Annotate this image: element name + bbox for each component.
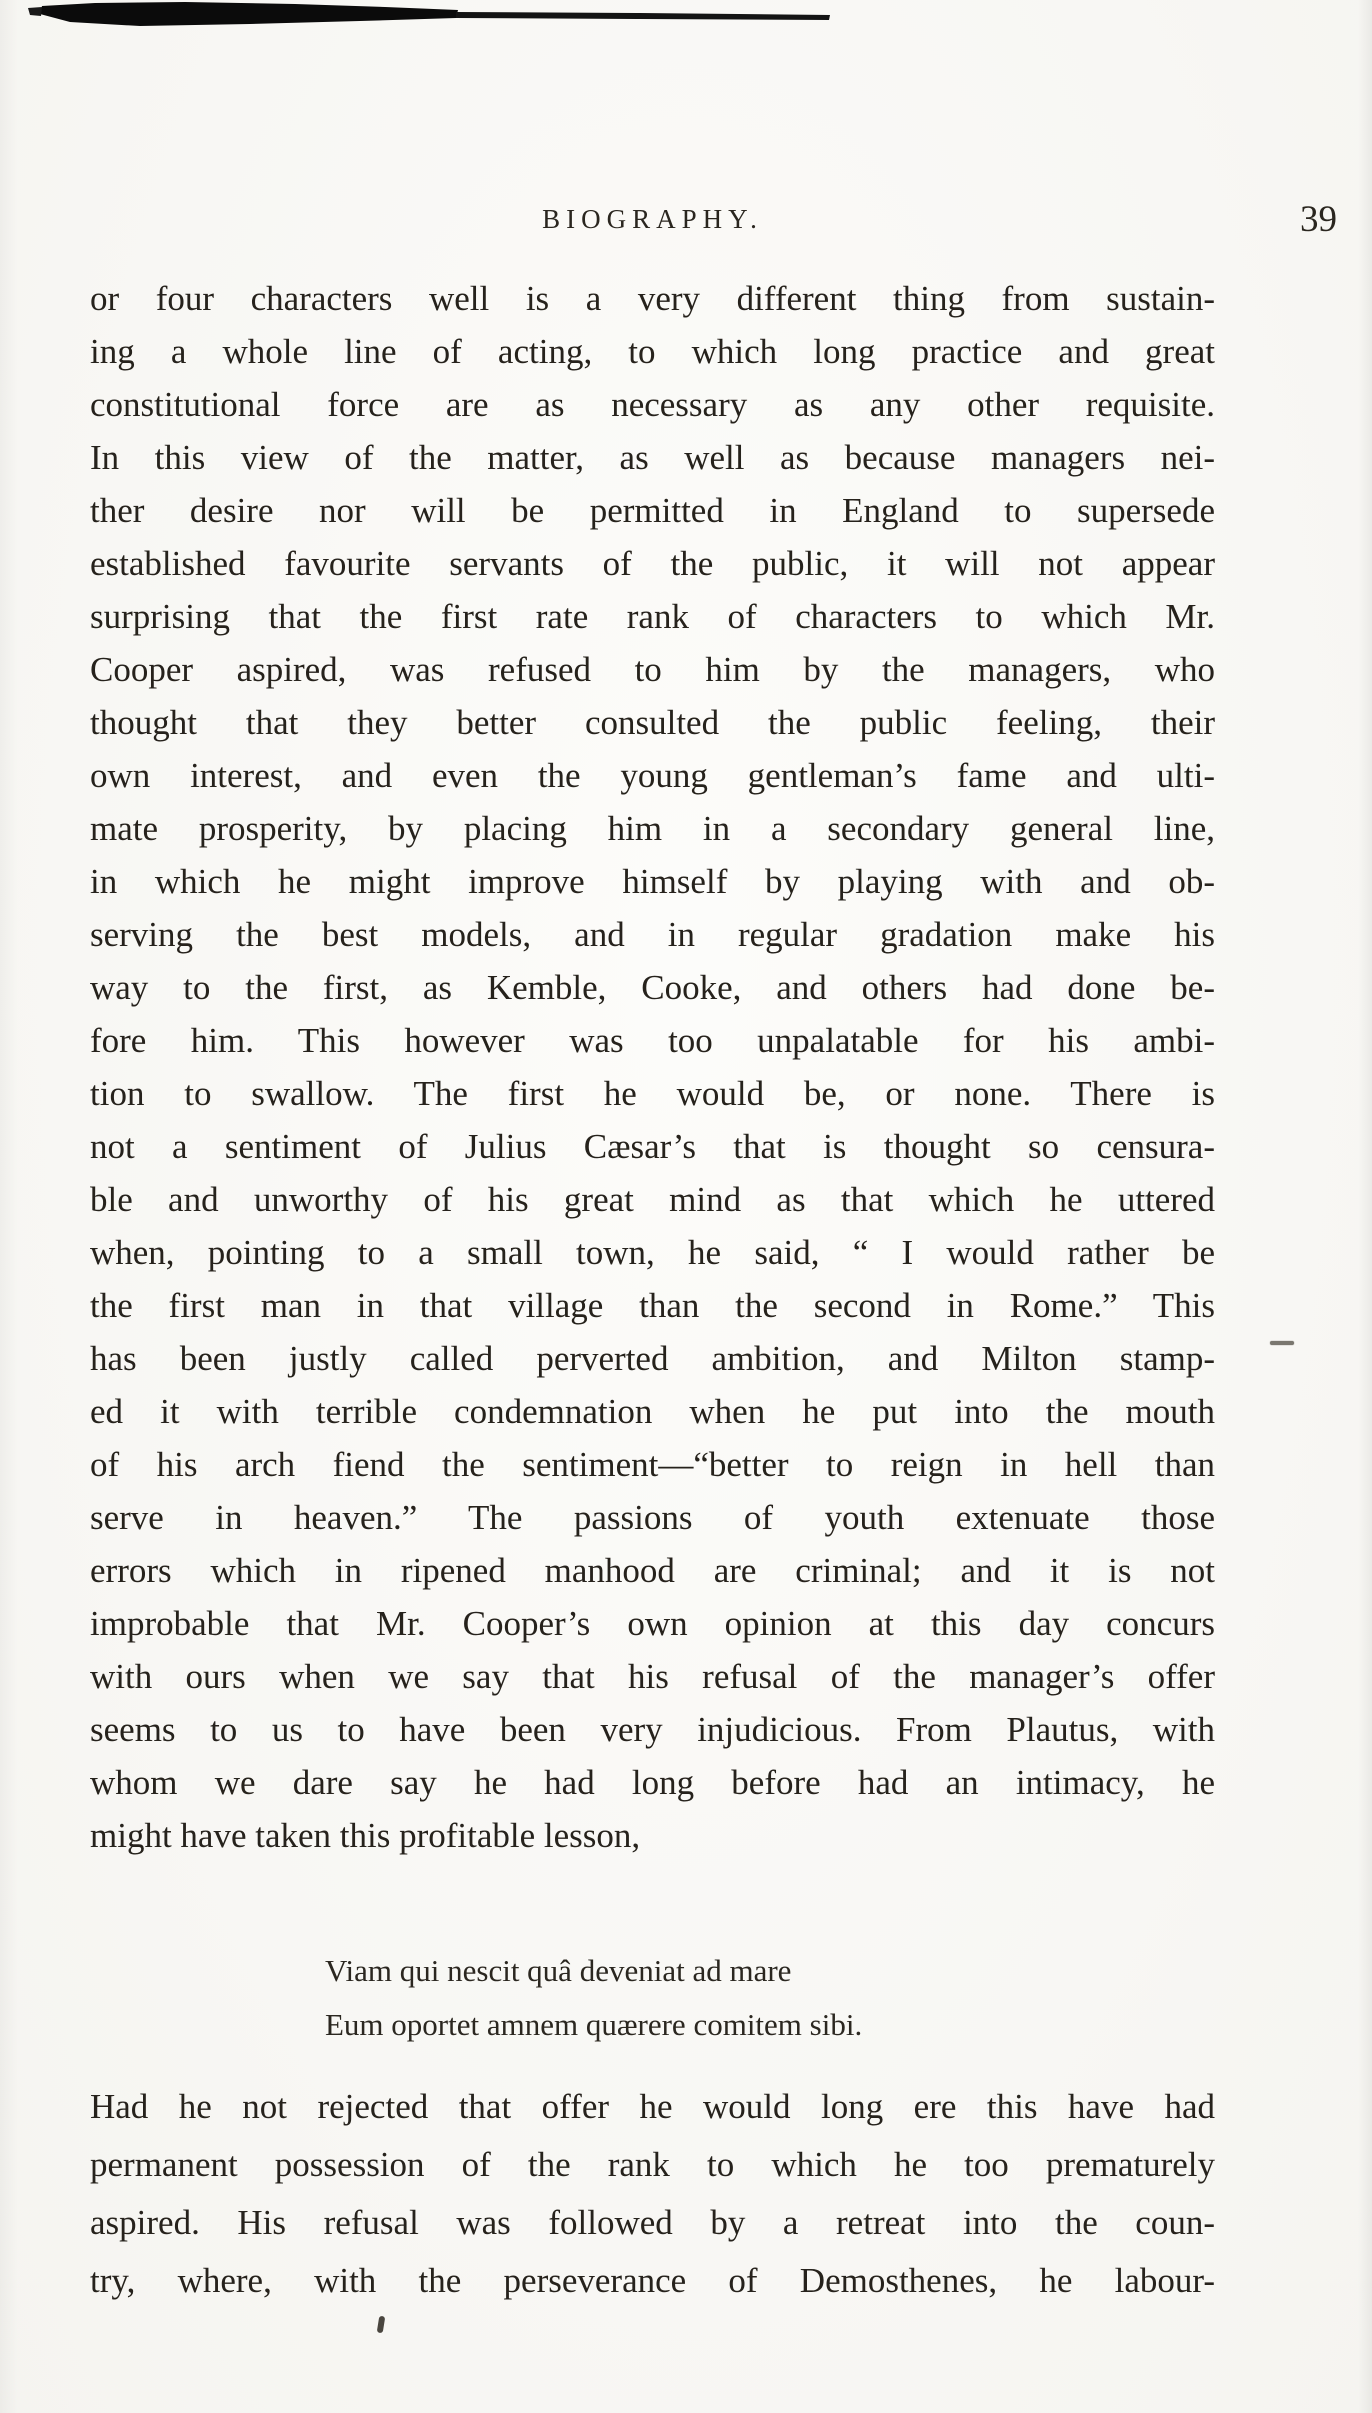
text-line: way to the first, as Kemble, Cooke, and others had done be- xyxy=(90,968,1215,1007)
text-line: fore him. This however was too unpalatable for his ambi- xyxy=(90,1021,1215,1060)
closing-paragraph xyxy=(90,2078,1215,2310)
latin-verse xyxy=(325,1944,1225,2052)
text-line: or four characters well is a very different thing from sustain- xyxy=(90,279,1215,318)
text-line: own interest, and even the young gentleman’s fame and ulti- xyxy=(90,756,1215,795)
text-line: thought that they better consulted the public feeling, their xyxy=(90,703,1215,742)
text-line: errors which in ripened manhood are criminal; and it is not xyxy=(90,1551,1215,1590)
text-line: permanent possession of the rank to which he too prematurely xyxy=(90,2145,1215,2184)
text-line: has been justly called perverted ambition, and Milton stamp- xyxy=(90,1339,1215,1378)
text-line: surprising that the first rate rank of characters to which Mr. xyxy=(90,597,1215,636)
text-line: Viam qui nescit quâ deveniat ad mare xyxy=(325,1953,792,1988)
text-line: established favourite servants of the public, it will not appear xyxy=(90,544,1215,583)
main-paragraph xyxy=(90,272,1215,1862)
text-line: mate prosperity, by placing him in a secondary general line, xyxy=(90,809,1215,848)
text-line: whom we dare say he had long before had an intimacy, he xyxy=(90,1763,1215,1802)
text-line: ther desire nor will be permitted in England to supersede xyxy=(90,491,1215,530)
text-line: Had he not rejected that offer he would long ere this have had xyxy=(90,2087,1215,2126)
text-line: ing a whole line of acting, to which long practice and great xyxy=(90,332,1215,371)
text-line: Cooper aspired, was refused to him by the managers, who xyxy=(90,650,1215,689)
text-line: the first man in that village than the second in Rome.” This xyxy=(90,1286,1215,1325)
text-line: of his arch fiend the sentiment—“better to reign in hell than xyxy=(90,1445,1215,1484)
text-line: tion to swallow. The first he would be, or none. There is xyxy=(90,1074,1215,1113)
text-line: ble and unworthy of his great mind as that which he uttered xyxy=(90,1180,1215,1219)
text-line: in which he might improve himself by playing with and ob- xyxy=(90,862,1215,901)
text-line: aspired. His refusal was followed by a retreat into the coun- xyxy=(90,2203,1215,2242)
text-line: improbable that Mr. Cooper’s own opinion at this day concurs xyxy=(90,1604,1215,1643)
text-line: serving the best models, and in regular gradation make his xyxy=(90,915,1215,954)
ink-speck-artifact xyxy=(377,2316,386,2334)
text-line: Eum oportet amnem quærere comitem sibi. xyxy=(325,2007,863,2042)
text-line: with ours when we say that his refusal of the manager’s offer xyxy=(90,1657,1215,1696)
text-line: not a sentiment of Julius Cæsar’s that is thought so censura- xyxy=(90,1127,1215,1166)
text-line: In this view of the matter, as well as because managers nei- xyxy=(90,438,1215,477)
text-line: when, pointing to a small town, he said, “ I would rather be xyxy=(90,1233,1215,1272)
running-header-title: BIOGRAPHY. xyxy=(542,204,763,234)
ink-mark-artifact xyxy=(1270,1341,1294,1345)
running-header xyxy=(90,204,1215,235)
text-line: serve in heaven.” The passions of youth extenuate those xyxy=(90,1498,1215,1537)
text-line: might have taken this profitable lesson, xyxy=(90,1816,641,1855)
scan-artifact-top xyxy=(0,0,1372,44)
text-line: seems to us to have been very injudicious. From Plautus, with xyxy=(90,1710,1215,1749)
text-line: ed it with terrible condemnation when he put into the mouth xyxy=(90,1392,1215,1431)
page-number: 39 xyxy=(1300,199,1337,240)
text-line: constitutional force are as necessary as any other requisite. xyxy=(90,385,1215,424)
text-line: try, where, with the perseverance of Demosthenes, he labour- xyxy=(90,2261,1215,2300)
